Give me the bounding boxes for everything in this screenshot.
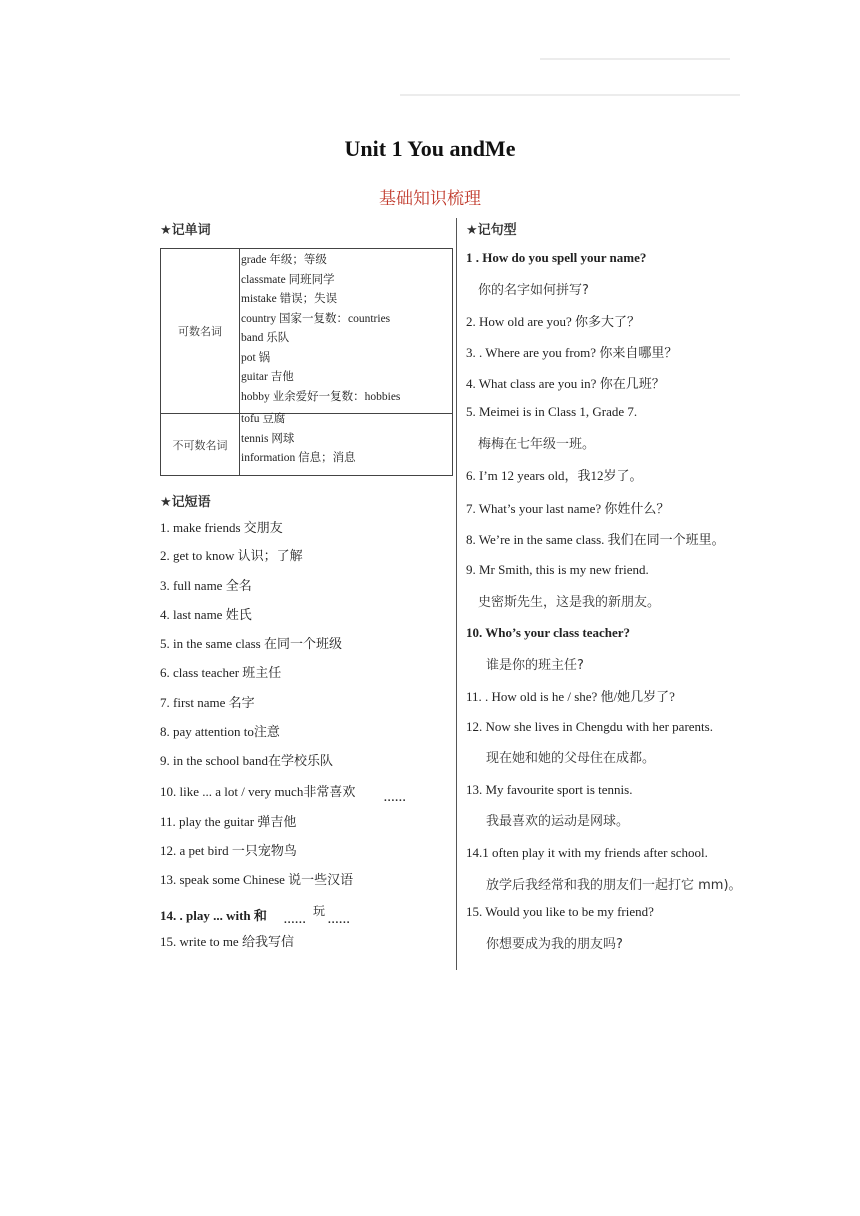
phrase-item: 4. last name 姓氏 [160,607,252,622]
word-item: band 乐队 [241,332,290,344]
countable-category: 可数名词 [161,249,240,413]
scan-mark [400,94,740,96]
word-item: information 信息；消息 [241,452,356,464]
sentence-en: 4. What class are you in? 你在几班？ [466,376,665,391]
uncountable-row [161,414,452,476]
sentence-en: 13. My favourite sport is tennis. [466,782,633,797]
sentence-en: 6. I’m 12 years old，我12岁了。 [466,468,643,483]
phrase-item: 14. . play ... with 和 [160,908,267,923]
word-item: classmate 同班同学 [241,273,335,286]
sentence-zh: 梅梅在七年级一班。 [478,437,596,452]
phrases-heading: ★记短语 [160,495,211,510]
sentence-zh: 谁是你的班主任? [486,658,584,673]
sentence-en: 11. . How old is he / she? 他/她几岁了? [466,689,675,704]
vocab-table [160,248,453,476]
page-subtitle: 基础知识梳理 [379,189,481,209]
sentence-en: 5. Meimei is in Class 1, Grade 7. [466,404,638,419]
scan-mark [540,58,730,60]
phrase-item: 5. in the same class 在同一个班级 [160,636,342,651]
sentence-en: 10. Who’s your class teacher? [466,625,631,640]
word-item: tofu 豆腐 [241,413,286,425]
phrase-item: 15. write to me 给我写信 [160,934,294,949]
word-item: mistake 错误；失误 [241,293,338,305]
sentence-en: 9. Mr Smith, this is my new friend. [466,562,649,577]
phrase-item: 7. first name 名字 [160,695,255,710]
uncountable-category: 不可数名词 [161,414,240,476]
phrase-item: 1. make friends 交朋友 [160,520,283,535]
sentence-zh: 史密斯先生，这是我的新朋友。 [478,595,661,610]
sentence-en: 1 . How do you spell your name? [466,250,647,265]
sentence-en: 8. We’re in the same class. 我们在同一个班里。 [466,532,725,547]
word-item: country 国家一复数：countries [241,312,391,325]
sentence-en: 12. Now she lives in Chengdu with her parents. [466,719,713,734]
phrase-extra: 玩 [313,904,326,918]
phrase-item: 9. in the school band在学校乐队 [160,753,333,768]
countable-words [241,251,400,407]
sentence-en: 14.1 often play it with my friends after school. [466,845,708,860]
phrase-item: 10. like ... a lot / very much非常喜欢 [160,784,356,799]
countable-row [161,249,452,414]
phrase-item: 2. get to know 认识；了解 [160,548,303,563]
sentence-en: 15. Would you like to be my friend? [466,904,654,919]
words-heading: ★记单词 [160,223,211,238]
word-item: guitar 吉他 [241,371,294,383]
sentence-en: 3. . Where are you from? 你来自哪里？ [466,345,678,360]
phrase-item: 3. full name 全名 [160,578,252,593]
uncountable-words [241,410,356,469]
blank-dots: ...... [328,914,351,926]
phrase-item: 13. speak some Chinese 说一些汉语 [160,872,354,887]
sentence-zh: 你的名字如何拼写? [478,283,589,298]
sentence-zh: 现在她和她的父母住在成都。 [486,751,656,766]
column-divider [456,218,457,970]
phrase-item: 11. play the guitar 弹吉他 [160,814,297,829]
phrase-item: 12. a pet bird 一只宠物鸟 [160,843,297,858]
sentence-en: 7. What’s your last name? 你姓什么？ [466,501,670,516]
phrase-item: 8. pay attention to注意 [160,724,280,739]
sentence-zh: 放学后我经常和我的朋友们一起打它 mm)。 [486,878,742,893]
phrase-item: 6. class teacher 班主任 [160,665,282,680]
sentence-en: 2. How old are you? 你多大了？ [466,314,641,329]
page-title: Unit 1 You andMe [344,136,516,161]
word-item: pot 锅 [241,351,271,364]
sentence-zh: 我最喜欢的运动是网球。 [486,814,630,829]
sentence-zh: 你想要成为我的朋友吗? [486,937,623,952]
sentences-heading: ★记句型 [466,223,517,238]
blank-dots: ...... [284,914,307,926]
word-item: grade 年级；等级 [241,254,327,266]
word-item: tennis 网球 [241,432,295,445]
blank-dots: ...... [384,792,407,804]
word-item: hobby 业余爱好一复数：hobbies [241,390,401,403]
